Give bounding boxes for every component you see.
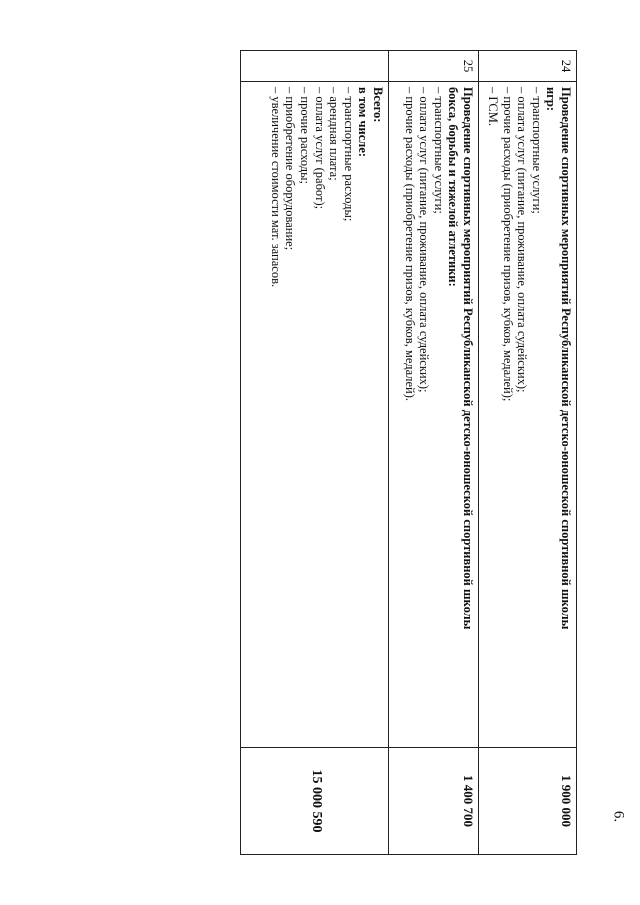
total-label: Всего: — [371, 87, 385, 123]
total-row — [241, 51, 389, 855]
list-item: – ГСМ. — [486, 87, 501, 127]
row-number: 25 — [389, 51, 479, 82]
row-amount: 1 900 000 — [479, 748, 577, 855]
list-item: – приобретение оборудование; — [283, 87, 298, 251]
list-item: – оплата услуг (питание, проживание, оплата судейских); — [515, 87, 530, 393]
row-title: игр: — [544, 87, 559, 111]
rotated-table-container — [240, 50, 577, 855]
list-item: – арендная плата; — [327, 87, 342, 181]
list-item: – оплата услуг (питание, проживание, оплата судейских); — [417, 87, 432, 393]
list-item: – оплата услуг (работ); — [312, 87, 327, 210]
row-amount: 1 400 700 — [389, 748, 479, 855]
row-title: Проведение спортивных мероприятий Республиканской детско-юношеской спортивной школы — [461, 87, 475, 630]
row-title: Проведение спортивных мероприятий Республиканской детско-юношеской спортивной школы — [559, 87, 573, 630]
list-item: – прочие расходы (приобретение призов, кубков, медалей); — [500, 87, 515, 402]
page-number: 6. — [610, 810, 627, 823]
list-item: – прочие расходы (приобретение призов, кубков, медалей). — [402, 87, 417, 402]
expense-table — [240, 50, 577, 855]
row-number: 24 — [479, 51, 577, 82]
list-item: – транспортные услуги; — [529, 87, 544, 214]
total-description — [241, 82, 389, 748]
list-item: – транспортные расходы; — [341, 87, 356, 222]
list-item: – прочие расходы; — [298, 87, 313, 184]
row-description — [479, 82, 577, 748]
row-number-empty — [241, 51, 389, 82]
row-title: бокса, борьбы и тяжелой атлетики: — [446, 87, 461, 287]
table-row — [479, 51, 577, 855]
total-amount: 15 000 590 — [241, 748, 389, 855]
total-sublabel: в том числе: — [356, 87, 371, 158]
list-item: – транспортные услуги; — [431, 87, 446, 214]
table-row — [389, 51, 479, 855]
row-description — [389, 82, 479, 748]
list-item: – увеличение стоимости мат. запасов. — [268, 87, 283, 288]
